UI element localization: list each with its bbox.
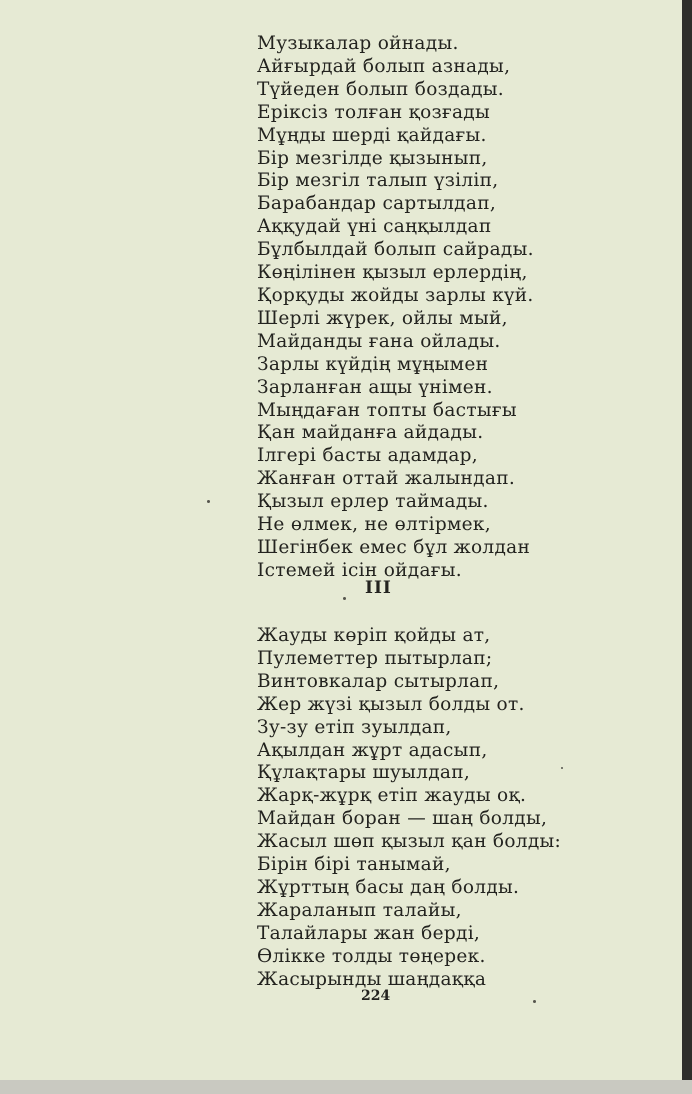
poem-line: Түйеден болып боздады. [257,78,504,100]
poem-line: Мыңдаған топты бастығы [257,399,517,421]
page-number: 224 [361,988,391,1004]
poem-line: Жарқ-жұрқ етіп жауды оқ. [257,785,527,807]
poem-line: Зарланған ащы үнімен. [257,376,493,398]
poem-line: Жанған оттай жалындап. [257,468,516,490]
poem-line: Аққудай үні саңқылдап [257,216,492,238]
poem-line: Майдан боран — шаң болды, [257,808,548,830]
poem-line: Пулеметтер пытырлап; [257,647,493,669]
poem-line: Жасырынды шаңдаққа [257,968,487,990]
poem-line: Зу-зу етіп зуылдап, [257,716,452,738]
poem-line: Винтовкалар сытырлап, [257,670,500,692]
poem-line: Көңілінен қызыл ерлердің, [257,262,528,284]
page-bottom-edge [0,1080,692,1094]
poem-line: Өлікке толды төңерек. [257,945,486,967]
poem-line: Шегінбек емес бұл жолдан [257,536,531,558]
poem-stanza-2 [257,625,561,992]
poem-line: Не өлмек, не өлтірмек, [257,514,491,536]
poem-line: Талайлары жан берді, [257,922,481,944]
poem-line: Бір мезгілде қызынып, [257,147,488,169]
poem-line: Мұңды шерді қайдағы. [257,124,487,146]
poem-line: Бірін бірі танымай, [257,854,451,876]
poem-line: Жұрттың басы даң болды. [257,876,520,898]
section-number: III [365,578,392,598]
poem-line: Еріксіз толған қозғады [257,101,490,123]
poem-line: Қан майданға айдады. [257,422,484,444]
poem-line: Бұлбылдай болып сайрады. [257,239,534,261]
paper-speck [561,767,563,769]
paper-speck [207,500,210,503]
poem-stanza-1 [257,33,534,583]
poem-line: Жараланып талайы, [257,899,462,921]
paper-speck [533,1000,536,1003]
poem-line: Жасыл шөп қызыл қан болды: [257,831,562,853]
poem-line: Қорқуды жойды зарлы күй. [257,284,534,306]
poem-line: Айғырдай болып азнады, [257,55,511,77]
poem-line: Жауды көріп қойды ат, [257,625,491,646]
poem-line: Ақылдан жұрт адасып, [257,739,488,761]
poem-line: Істемей ісін ойдағы. [257,559,462,581]
poem-line: Шерлі жүрек, ойлы мый, [257,307,508,329]
poem-line: Бір мезгіл талып үзіліп, [257,170,499,192]
paper-speck [343,597,346,600]
poem-line: Барабандар сартылдап, [257,193,497,215]
poem-line: Жер жүзі қызыл болды от. [257,693,525,715]
poem-line: Қызыл ерлер таймады. [257,491,489,513]
poem-line: Зарлы күйдің мұңымен [257,353,489,375]
poem-line: Музыкалар ойнады. [257,33,459,54]
poem-line: Құлақтары шуылдап, [257,762,471,784]
page-binding-edge [682,0,692,1094]
poem-line: Майданды ғана ойлады. [257,330,501,352]
poem-line: Ілгері басты адамдар, [257,445,478,467]
